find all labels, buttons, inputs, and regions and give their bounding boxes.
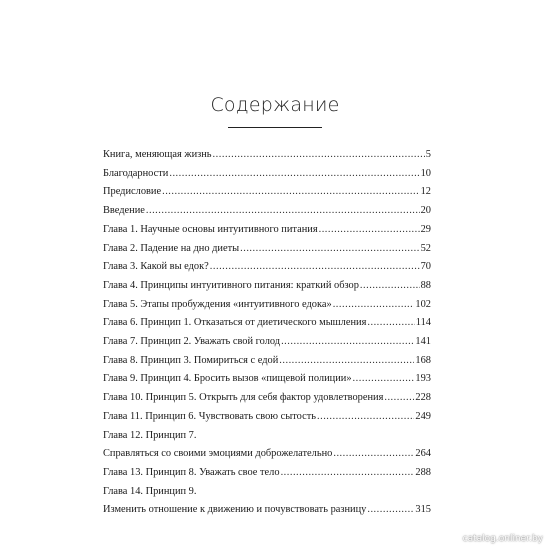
toc-entry-label: Глава 5. Этапы пробуждения «интуитивного едока» xyxy=(103,298,332,310)
toc-leader-dots xyxy=(281,464,415,483)
toc-entry-label: Введение xyxy=(103,205,145,217)
toc-entry xyxy=(103,221,431,240)
toc-entry xyxy=(103,501,431,520)
toc-entry xyxy=(103,258,431,277)
toc-entry xyxy=(103,183,431,202)
toc-entry-label: Глава 3. Какой вы едок? xyxy=(103,261,209,273)
toc-leader-dots xyxy=(279,352,414,371)
toc-entry-page: 249 xyxy=(415,410,431,422)
toc-leader-dots xyxy=(333,296,415,315)
toc-entry-label: Благодарности xyxy=(103,167,169,179)
page-title: Содержание xyxy=(210,94,340,116)
toc-entry xyxy=(103,389,431,408)
toc-entry-page: 10 xyxy=(420,167,431,179)
table-of-contents xyxy=(103,146,431,520)
toc-leader-dots xyxy=(367,501,414,520)
toc-leader-dots xyxy=(317,408,414,427)
toc-entry-page: 70 xyxy=(420,261,431,273)
toc-entry xyxy=(103,296,431,315)
toc-entry xyxy=(103,314,431,333)
toc-entry-page: 12 xyxy=(420,186,431,198)
toc-entry-label: Справляться со своими эмоциями доброжелательно xyxy=(103,448,333,460)
toc-entry xyxy=(103,277,431,296)
toc-leader-dots xyxy=(333,445,414,464)
toc-entry-page: 88 xyxy=(420,279,431,291)
toc-entry xyxy=(103,464,431,483)
toc-entry-label: Глава 10. Принцип 5. Открыть для себя фактор удовлетворения xyxy=(103,392,384,404)
toc-entry-label: Глава 13. Принцип 8. Уважать свое тело xyxy=(103,466,280,478)
toc-leader-dots xyxy=(360,277,420,296)
toc-entry xyxy=(103,445,431,464)
toc-entry-page: 29 xyxy=(420,223,431,235)
toc-entry-label: Глава 11. Принцип 6. Чувствовать свою сытость xyxy=(103,410,317,422)
toc-entry xyxy=(103,352,431,371)
toc-entry-page: 102 xyxy=(415,298,431,310)
toc-entry-page: 193 xyxy=(415,373,431,385)
toc-entry-label: Глава 8. Принцип 3. Помириться с едой xyxy=(103,354,279,366)
toc-entry-page: 288 xyxy=(415,466,431,478)
toc-entry-label: Глава 7. Принцип 2. Уважать свой голод xyxy=(103,336,281,348)
toc-entry-label: Изменить отношение к движению и почувствовать разницу xyxy=(103,504,367,516)
toc-leader-dots xyxy=(384,389,414,408)
toc-leader-dots xyxy=(353,370,415,389)
toc-entry-page: 228 xyxy=(415,392,431,404)
toc-entry xyxy=(103,333,431,352)
toc-entry-page: 5 xyxy=(425,149,431,160)
toc-entry-chapter-line: Глава 14. Принцип 9. xyxy=(103,485,197,497)
toc-entry-label: Книга, меняющая жизнь xyxy=(103,149,212,160)
toc-entry xyxy=(103,202,431,221)
toc-leader-dots xyxy=(240,240,419,259)
toc-leader-dots xyxy=(146,202,420,221)
toc-leader-dots xyxy=(367,314,414,333)
toc-leader-dots xyxy=(162,183,420,202)
toc-entry xyxy=(103,370,431,389)
toc-entry-page: 264 xyxy=(415,448,431,460)
title-underline xyxy=(228,127,322,128)
toc-entry-chapter-line: Глава 12. Принцип 7. xyxy=(103,429,197,441)
toc-entry-page: 52 xyxy=(420,242,431,254)
toc-leader-dots xyxy=(169,165,419,184)
toc-entry-label: Предисловие xyxy=(103,186,162,198)
toc-entry xyxy=(103,408,431,427)
toc-entry-label: Глава 6. Принцип 1. Отказаться от диетического мышления xyxy=(103,317,367,329)
toc-leader-dots xyxy=(281,333,414,352)
toc-entry xyxy=(103,165,431,184)
toc-entry xyxy=(103,240,431,259)
toc-entry-page: 114 xyxy=(415,317,431,329)
toc-entry-label: Глава 2. Падение на дно диеты xyxy=(103,242,240,254)
toc-leader-dots xyxy=(319,221,420,240)
toc-entry-page: 315 xyxy=(415,504,431,516)
toc-entry-page: 20 xyxy=(420,205,431,217)
toc-entry-page: 168 xyxy=(415,354,431,366)
site-watermark: catalog.onliner.by xyxy=(462,534,543,544)
toc-entry-label: Глава 4. Принципы интуитивного питания: краткий обзор xyxy=(103,279,359,291)
toc-entry-page: 141 xyxy=(415,336,431,348)
toc-entry-label: Глава 1. Научные основы интуитивного питания xyxy=(103,223,318,235)
toc-leader-dots xyxy=(213,146,425,165)
toc-entry xyxy=(103,146,431,165)
toc-entry-label: Глава 9. Принцип 4. Бросить вызов «пищевой полиции» xyxy=(103,373,352,385)
toc-leader-dots xyxy=(210,258,420,277)
